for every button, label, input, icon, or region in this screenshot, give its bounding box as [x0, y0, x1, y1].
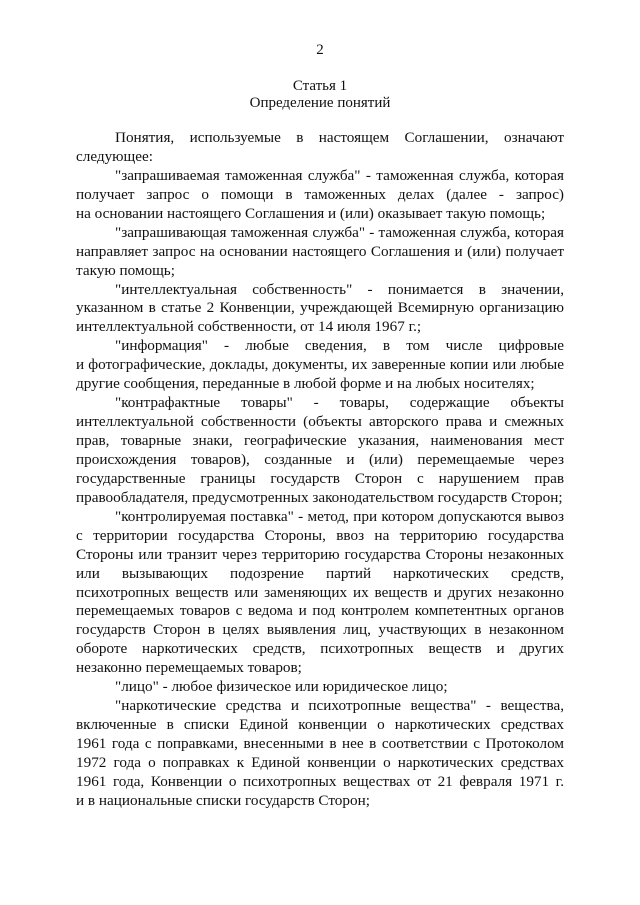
text-line: получает запрос о помощи в таможенных делах (далее - запрос) — [76, 185, 564, 203]
paragraph — [76, 697, 564, 811]
text-line: интеллектуальной собственности, от 14 июля 1967 г.; — [76, 318, 422, 336]
paragraph — [76, 508, 564, 678]
text-line: 1972 года о поправках к Единой конвенции о наркотических средствах — [76, 753, 564, 771]
text-line: "наркотические средства и психотропные вещества" - вещества, — [115, 697, 564, 715]
article-number: Статья 1 — [292, 78, 348, 94]
text-line: "запрашиваемая таможенная служба" - таможенная служба, которая — [115, 166, 564, 184]
text-line: правообладателя, предусмотренных законодательством государств Сторон; — [76, 488, 563, 506]
text-line: с территории государства Стороны, ввоз на территорию государства — [76, 526, 564, 544]
text-line: или вызывающих подозрение партий наркотических средств, — [76, 564, 564, 582]
text-line: направляет запрос на основании настоящего Соглашения и (или) получает — [76, 242, 564, 260]
paragraph — [76, 224, 564, 281]
page-number: 2 — [316, 42, 324, 58]
text-line: незаконно перемещаемых товаров; — [76, 659, 302, 677]
text-line: "контролируемая поставка" - метод, при котором допускаются вывоз — [115, 507, 564, 525]
text-line: и фотографические, доклады, документы, их заверенные копии или любые — [76, 356, 564, 374]
text-line: на основании настоящего Соглашения и (или) оказывает такую помощь; — [76, 204, 546, 222]
paragraph — [76, 394, 564, 508]
text-line: "запрашивающая таможенная служба" - таможенная служба, которая — [115, 223, 564, 241]
paragraph — [76, 337, 564, 394]
text-line: государственные границы государств Сторон с нарушением прав — [76, 469, 564, 487]
paragraph — [76, 129, 564, 167]
text-line: Стороны или транзит через территорию государства Стороны незаконных — [76, 545, 564, 563]
text-line: государств Сторон в целях выявления лиц, участвующих в незаконном — [76, 621, 564, 639]
text-line: происхождения товаров), созданные и (или) перемещаемые через — [76, 450, 564, 468]
article-body — [76, 129, 564, 811]
text-line: "контрафактные товары" - товары, содержащие объекты — [115, 394, 564, 412]
text-line: 1961 года, Конвенции о психотропных веществах от 21 февраля 1971 г. — [76, 772, 564, 790]
text-line: указанном в статье 2 Конвенции, учреждающей Всемирную организацию — [76, 299, 564, 317]
article-title: Определение понятий — [249, 95, 391, 111]
text-line: прав, товарные знаки, географические указания, наименования мест — [76, 432, 564, 449]
text-line: Понятия, используемые в настоящем Соглашении, означают — [115, 129, 564, 146]
text-line: "интеллектуальная собственность" - понимается в значении, — [115, 280, 564, 298]
text-line: обороте наркотических средств, психотропных веществ и других — [76, 640, 564, 658]
text-line: 1961 года с поправками, внесенными в нее в соответствии с Протоколом — [76, 735, 564, 752]
text-line: и в национальные списки государств Сторон; — [76, 791, 370, 809]
text-line: психотропных веществ или заменяющих их веществ и других незаконно — [76, 583, 564, 601]
text-line: другие сообщения, переданные в любой форме и на любых носителях; — [76, 375, 535, 393]
text-line: включенные в списки Единой конвенции о наркотических средствах — [76, 716, 564, 734]
text-line: такую помощь; — [76, 261, 175, 279]
text-line: интеллектуальной собственности (объекты авторского права и смежных — [76, 413, 564, 431]
text-line: следующее: — [76, 147, 153, 165]
text-line: перемещаемых товаров с ведома и под контролем компетентных органов — [76, 602, 564, 620]
paragraph — [76, 281, 564, 338]
text-line: "лицо" - любое физическое или юридическое лицо; — [115, 678, 448, 696]
text-line: "информация" - любые сведения, в том числе цифровые — [115, 337, 564, 355]
paragraph — [76, 167, 564, 224]
paragraph — [76, 678, 564, 697]
